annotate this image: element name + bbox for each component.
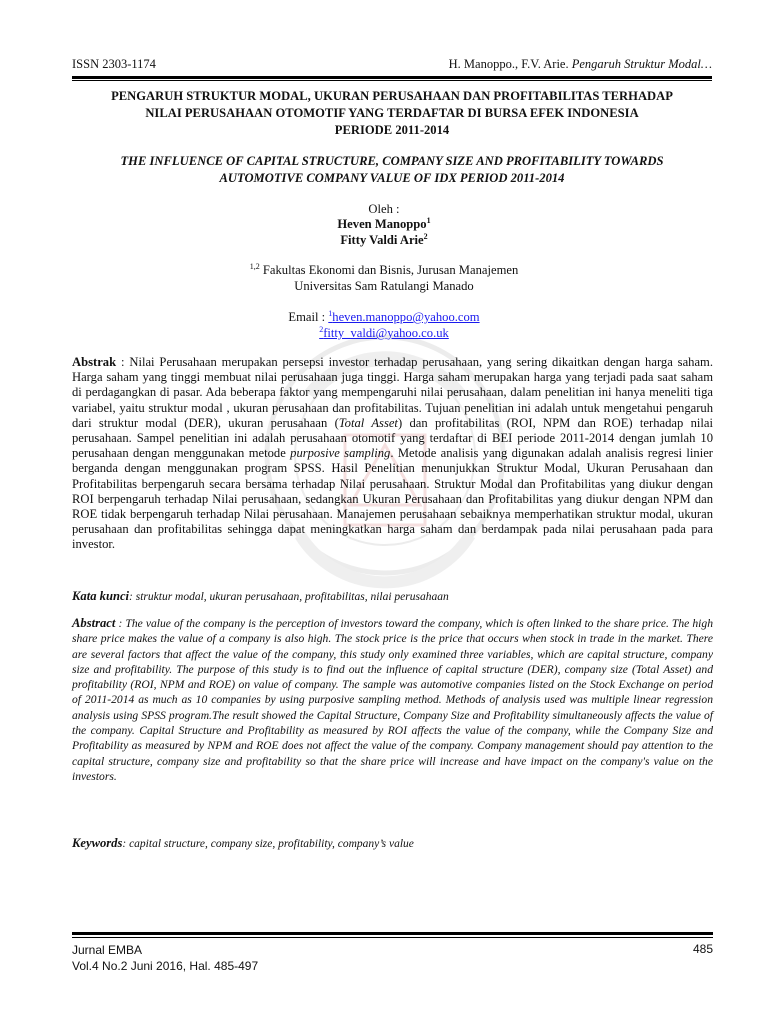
affiliation-line-2: Universitas Sam Ratulangi Manado — [294, 279, 474, 293]
author-1: Heven Manoppo$^1$ — [337, 215, 431, 231]
kata-kunci-value: : struktur modal, ukuran perusahaan, profitabilitas, nilai perusahaan — [129, 591, 449, 603]
header-authors: H. Manoppo., F.V. Arie. — [448, 57, 569, 71]
keywords-value: : capital structure, company size, profitability, company’s value — [122, 838, 414, 850]
affiliation — [0, 262, 768, 294]
abstract-text: : The value of the company is the perception of investors toward the company, which is often linked to the share price. The high share price makes the value of a company is also high. The stock price is the price that occurs when stock in trade in the market. There are several factors that affect the value of the company, this study only examined three variables, which are capital structure, company size and profitability. The purpose of this study is to find out the influence of capital structure (DER), company size (Total Asset) and profitability (ROI, NPM and ROE) on value of company. The sample was automotive companies listed on the Stock Exchange on period of 2011-2014 as much as 10 companies by using purposive sampling method. Methods of analysis used was multiple linear regression analysis using SPSS program.The result showed the Capital Structure, Company Size and Profitability simultaneously affects the value of the company. Capital Structure and Profitability as measured by ROI affects the value of the company, while the Company Size and Profitability as measured by NPM and ROE does not affect the value of the company. Company management should pay attention to the capital structure, company size and profitability so that the share price will increase and have impact on the company's value on the investors. — [72, 617, 713, 783]
abstract-label: Abstract — [72, 616, 116, 630]
issn: ISSN 2303-1174 — [72, 57, 156, 71]
keywords — [72, 836, 713, 852]
email-link-1[interactable]: $^1$heven.manoppo@yahoo.com — [328, 308, 480, 324]
title-line: PENGARUH STRUKTUR MODAL, UKURAN PERUSAHAAN DAN PROFITABILITAS TERHADAP — [111, 89, 673, 103]
title-english — [60, 153, 724, 187]
running-header — [72, 57, 712, 72]
email-block — [0, 309, 768, 341]
title-line: NILAI PERUSAHAAN OTOMOTIF YANG TERDAFTAR DI BURSA EFEK INDONESIA — [145, 106, 639, 120]
kata-kunci-label: Kata kunci — [72, 589, 130, 603]
email-link-2[interactable]: $^2$fitty_valdi@yahoo.co.uk — [319, 324, 449, 340]
keywords-label: Keywords — [72, 836, 123, 850]
kata-kunci — [72, 589, 713, 605]
running-title — [449, 57, 712, 72]
header-rule — [72, 76, 712, 79]
oleh-label: Oleh : — [368, 202, 400, 216]
abstract-english-paragraph — [72, 616, 713, 784]
author-list — [0, 216, 768, 248]
title-indonesian — [60, 88, 724, 139]
journal-volume: Vol.4 No.2 Juni 2016, Hal. 485-497 — [72, 959, 259, 973]
abstrak-paragraph: Abstrak : Nilai Perusahaan merupakan persepsi investor terhadap perusahaan, yang sering dikaitkan dengan harga saham. Harga saham yang tinggi membuat nilai perusahaan juga tinggi. Harga saham merupakan harga yang terjadi pada saat saham di perdagangkan di pasar. Ada beberapa faktor yang mempengaruhi nilai perusahaan, dalam penelitian ini hanya meneliti tiga variabel, yaitu struktur modal , ukuran perusahaan dan profitabilitas. Tujuan penelitian ini adalah untuk mengetahui pengaruh dari struktur modal (DER), ukuran perusahaan (Total Asset) dan profitabilitas (ROI, NPM dan ROE) terhadap nilai perusahaan. Sampel penelitian ini adalah perusahaan otomotif yang terdaftar di BEI periode 2011-2014 dengan jumlah 10 perusahaan dengan menggunakan metode purposive sampling. Metode analisis yang digunakan adalah analisis regresi linier berganda dengan menggunakan program SPSS. Hasil Penelitian menunjukkan Struktur Modal, Ukuran Perusahaan dan Profitabilitas berpengaruh secara bersama terhadap Nilai perusahaan. Struktur Modal dan Profitabilitas yang diukur dengan ROI berpengaruh terhadap Nilai perusahaan, sedangkan Ukuran Perusahaan dan Profitabilitas yang diukur dengan NPM dan ROE tidak berpengaruh terhadap Nilai perusahaan. Manajemen perusahaan sebaiknya memperhatikan struktur modal, ukuran perusahaan dan profitabilitas sehingga dapat meningkatkan harga saham dan berdampak pada nilai perusahaan pada para investor. — [72, 355, 713, 552]
author-2: Fitty Valdi Arie$^2$ — [340, 231, 428, 247]
footer-rule-thin — [72, 937, 713, 938]
affiliation-line-1: $^{1,2}$ Fakultas Ekonomi dan Bisnis, Jurusan Manajemen — [249, 261, 519, 277]
journal-name: Jurnal EMBA — [72, 943, 143, 957]
email-label: Email : — [288, 310, 326, 324]
title-line: AUTOMOTIVE COMPANY VALUE OF IDX PERIOD 2011-2014 — [219, 171, 565, 185]
footer-journal-info — [72, 942, 258, 974]
title-line: THE INFLUENCE OF CAPITAL STRUCTURE, COMPANY SIZE AND PROFITABILITY TOWARDS — [120, 154, 664, 168]
footer-rule — [72, 932, 713, 935]
title-line: PERIODE 2011-2014 — [334, 123, 450, 137]
header-title: Pengaruh Struktur Modal… — [571, 57, 712, 71]
abstrak-label: Abstrak — [72, 355, 117, 369]
header-rule-thin — [72, 80, 712, 81]
page-number: 485 — [692, 942, 713, 956]
